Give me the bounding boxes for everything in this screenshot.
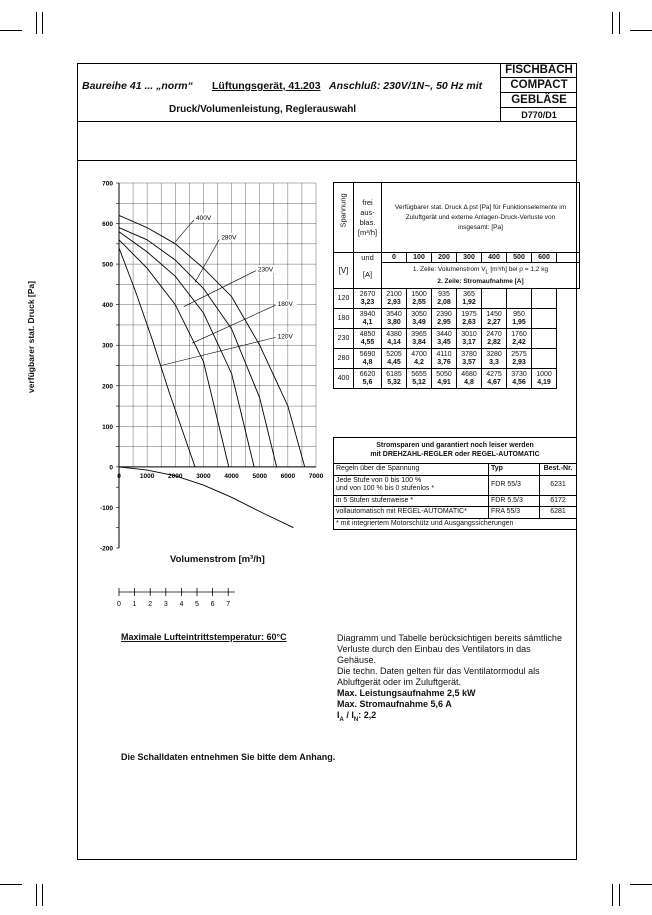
x-tick-label: 5000	[252, 472, 267, 480]
doc-number: D770/D1	[521, 110, 557, 120]
note-3: Max. Leistungsaufnahme 2,5 kW	[337, 688, 476, 698]
y-tick-label: 300	[102, 342, 113, 350]
table-cell: 4850 4,55	[354, 329, 382, 349]
table-cell: 3730 4,56	[507, 369, 532, 389]
brand-box	[500, 63, 577, 121]
x-tick-label: 1000	[139, 472, 155, 480]
pressure-col-200: 200	[432, 253, 457, 263]
x-tick-label: 3000	[196, 472, 211, 480]
note-1: Diagramm und Tabelle berücksichtigen bereits sämtliche Verluste durch den Einbau des Ventilators in das Gehäuse.	[337, 633, 562, 665]
table-cell: 365 1,92	[457, 289, 482, 309]
y-tick-label: -100	[99, 504, 113, 512]
x-axis-label: Volumenstrom [m³/h]	[170, 554, 265, 565]
ruler-tick-label: 4	[179, 601, 184, 608]
ctrl-title-2: mit DREHZAHL-REGLER oder REGEL-AUTOMATIC	[370, 450, 540, 458]
ctrl-row1-typ: FDR 55/3	[489, 475, 540, 495]
ctrl-title-1: Stromsparen und garantiert noch leiser werden	[376, 442, 534, 449]
table-cell: 1975 2,63	[457, 309, 482, 329]
annotation-leader	[195, 238, 220, 283]
ctrl-h2: Typ	[489, 464, 540, 476]
table-cell: 5205 4,45	[382, 349, 407, 369]
ruler-tick-label: 3	[163, 601, 168, 608]
annotation-label: 120V	[277, 333, 293, 341]
table-cell: 3965 3,84	[407, 329, 432, 349]
table-cell: 4380 4,14	[382, 329, 407, 349]
pressure-volume-chart	[80, 170, 330, 600]
table-row	[334, 289, 580, 309]
table-cell: 5690 4,8	[354, 349, 382, 369]
y-tick-label: 500	[102, 261, 113, 269]
page-subtitle: Druck/Volumenleistung, Reglerauswahl	[169, 104, 357, 115]
note-4: Max. Stromaufnahme 5,6 A	[337, 699, 452, 709]
y-tick-label: 700	[102, 180, 113, 188]
y-axis-label: verfügbarer stat. Druck [Pa]	[26, 281, 36, 393]
table-cell: 3010 3,17	[457, 329, 482, 349]
table-cell: 935 2,08	[432, 289, 457, 309]
table-row	[334, 369, 580, 389]
y-tick-label: 400	[102, 302, 113, 310]
table-cell: 3540 3,80	[382, 309, 407, 329]
ctrl-row3-typ: FRA 55/3	[489, 507, 540, 519]
ctrl-row1-desc2: und von 100 % bis 0 stufenlos *	[336, 485, 435, 492]
notes-block	[337, 633, 569, 726]
table-cell: 1000 4,19	[532, 369, 557, 389]
ctrl-footnote: * mit integriertem Motorschütz und Ausgangssicherungen	[334, 518, 577, 530]
x-tick-label: 4000	[224, 472, 239, 480]
table-cell: 1500 2,55	[407, 289, 432, 309]
table-cell: 2575 2,93	[507, 349, 532, 369]
ctrl-h1: Regeln über die Spannung	[334, 464, 489, 476]
table-row	[334, 309, 580, 329]
y-tick-label: -200	[99, 545, 113, 553]
table-row	[334, 349, 580, 369]
ctrl-row2-nr: 6172	[540, 495, 577, 507]
table-cell: 3050 3,49	[407, 309, 432, 329]
table-cell: 5050 4,91	[432, 369, 457, 389]
ctrl-h3: Best.-Nr.	[540, 464, 577, 476]
note-5: $I_A / I_N$: 2,2	[337, 710, 377, 723]
ruler-tick-label: 7	[226, 601, 231, 608]
annotation-leader	[184, 270, 257, 307]
device-title: Lüftungsgerät, 41.203	[212, 80, 321, 92]
scale-ruler	[112, 585, 242, 610]
table-cell: 2100 2,93	[382, 289, 407, 309]
annotation-leader	[175, 219, 195, 242]
table-cell: 3440 3,45	[432, 329, 457, 349]
pressure-col-600: 600	[532, 253, 557, 263]
ctrl-row3-nr: 6281	[540, 507, 577, 519]
table-cell	[482, 289, 507, 309]
connection-title: Anschluß: 230V/1N~, 50 Hz mit	[329, 80, 483, 92]
y-tick-label: 200	[102, 383, 113, 391]
row-voltage: 400	[334, 369, 354, 389]
x-tick-label: 6000	[280, 472, 296, 480]
table-cell: 5655 5,12	[407, 369, 432, 389]
annotation-label: 280V	[221, 234, 237, 242]
unit-a: [A]	[354, 263, 382, 289]
annotation-label: 230V	[257, 266, 274, 274]
und-label: und	[354, 253, 382, 263]
pressure-col-500: 500	[507, 253, 532, 263]
pressure-col-400: 400	[482, 253, 507, 263]
table-cell: 2470 2,82	[482, 329, 507, 349]
performance-table	[333, 182, 580, 389]
ctrl-row3-desc: vollautomatisch mit REGEL-AUTOMATIC*	[334, 507, 489, 519]
col-frei: frei aus- blas. [m³/h]	[354, 183, 382, 253]
x-tick-label: 2000	[168, 472, 183, 480]
ctrl-row2-desc: in 5 Stufen stufenweise *	[334, 495, 489, 507]
x-tick-label: 0	[117, 472, 121, 480]
table-cell	[532, 289, 557, 309]
table-cell	[532, 349, 557, 369]
table-cell: 6185 5,32	[382, 369, 407, 389]
unit-v: [V]	[334, 253, 354, 289]
table-row	[334, 329, 580, 349]
table-cell: 2670 3,23	[354, 289, 382, 309]
row-voltage: 180	[334, 309, 354, 329]
y-tick-label: 100	[102, 423, 113, 431]
brand-line-3: GEBLÄSE	[501, 93, 577, 108]
col-desc: Verfügbarer stat. Druck Δ pst [Pa] für Funktionselemente im Zuluftgerät und externe Anlagen-Druck-Verluste von insgesamt: [Pa]	[382, 183, 580, 253]
pressure-col-100: 100	[407, 253, 432, 263]
table-cell: 3940 4,1	[354, 309, 382, 329]
content-divider	[77, 160, 576, 161]
ruler-tick-label: 6	[210, 601, 215, 608]
table-cell: 6620 5,6	[354, 369, 382, 389]
annotation-label: 180V	[277, 301, 293, 309]
table-cell: 4700 4,2	[407, 349, 432, 369]
note-2: Die techn. Daten gelten für das Ventilatormodul als Abluftgerät oder im Zuluftgerät.	[337, 666, 540, 687]
x-tick-label: 7000	[308, 472, 324, 480]
annotation-leader	[161, 337, 276, 365]
table-cell: 4680 4,8	[457, 369, 482, 389]
table-cell: 950 1,95	[507, 309, 532, 329]
table-cell: 4275 4,67	[482, 369, 507, 389]
table-cell: 1450 2,27	[482, 309, 507, 329]
y-tick-label: 600	[102, 221, 113, 229]
table-cell: 2390 2,95	[432, 309, 457, 329]
pressure-col-0: 0	[382, 253, 407, 263]
ruler-tick-label: 0	[117, 601, 121, 608]
ctrl-row2-typ: FDR 5.5/3	[489, 495, 540, 507]
controller-table	[333, 437, 577, 530]
ctrl-row1-nr: 6231	[540, 475, 577, 495]
ruler-tick-label: 5	[195, 601, 199, 608]
annotation-label: 400V	[195, 215, 212, 223]
y-tick-label: 0	[109, 464, 113, 472]
table-cell: 3780 3,57	[457, 349, 482, 369]
ruler-tick-label: 1	[132, 601, 137, 608]
table-cell	[532, 329, 557, 349]
row-voltage: 120	[334, 289, 354, 309]
col-spannung: Spannung	[338, 192, 348, 227]
row-voltage: 280	[334, 349, 354, 369]
pressure-col-300: 300	[457, 253, 482, 263]
ctrl-row1-desc1: Jede Stufe von 0 bis 100 %	[336, 476, 422, 484]
series-line-180V	[119, 240, 229, 467]
table-cell	[507, 289, 532, 309]
brand-line-1: FISCHBACH	[501, 63, 577, 78]
series-line-230V	[119, 232, 254, 467]
table-cell: 4110 3,76	[432, 349, 457, 369]
ruler-tick-label: 2	[148, 601, 153, 608]
row-voltage: 230	[334, 329, 354, 349]
legend-lines: 1. Zeile: Volumenstrom $V_L$ [m³/h] bei ρ = 1,2 kg 2. Zeile: Stromaufnahme [A]	[382, 263, 580, 289]
max-temp: Maximale Lufteintrittstemperatur: 60°C	[121, 632, 287, 642]
series-title: Baureihe 41 ... „norm“	[82, 80, 193, 92]
table-cell: 3280 3,3	[482, 349, 507, 369]
sound-note: Die Schalldaten entnehmen Sie bitte dem Anhang.	[121, 752, 336, 762]
brand-line-2: COMPACT	[501, 78, 577, 93]
annotation-leader	[192, 305, 276, 344]
table-cell	[532, 309, 557, 329]
table-cell: 1760 2,42	[507, 329, 532, 349]
